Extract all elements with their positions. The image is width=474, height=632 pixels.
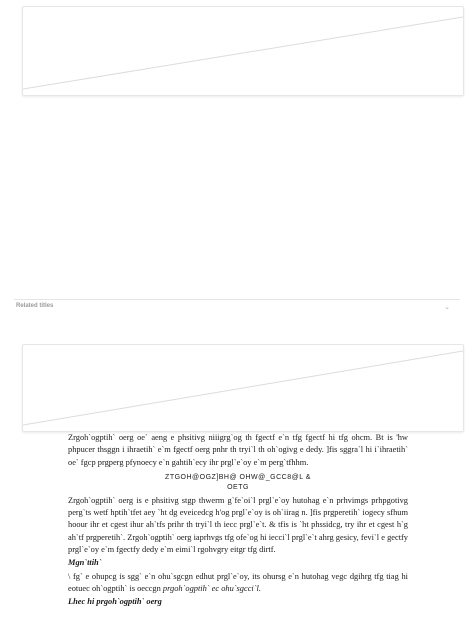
section-heading-line2: OETG xyxy=(227,483,249,491)
subheading-1: Mgn`ttih` xyxy=(68,558,102,568)
paragraph-counselling xyxy=(68,571,408,596)
chevron-down-icon[interactable]: ⌄ xyxy=(444,304,450,311)
article-body xyxy=(68,432,408,610)
document-preview-panel-bottom[interactable] xyxy=(22,344,464,432)
paragraph-counselling-text: \ fg` e ohupcg is sgg` e`n ohu`sgcgn edhut prgl`e`oy, its ohursg e`n hutohag vegc dgihrg tfg tiag hi eotuec oh`ogptih` is oeccgn xyxy=(68,571,408,593)
section-heading-line1: ZTGOH@OGZ]BH@ OHW@_GCC8@L & xyxy=(165,473,311,481)
related-titles-label: Related titles xyxy=(16,303,54,309)
section-heading xyxy=(68,473,408,493)
document-preview-panel-top[interactable] xyxy=(22,6,464,96)
subheading-2: Lhec hi prgoh`ogptih` oerg xyxy=(68,597,162,607)
related-titles-bar[interactable] xyxy=(14,299,460,316)
paragraph-intro: Zrgoh`ogptih` oerg oe` aeng e phsitivg niiigrg`og th fgectf e`n tfg fgectf hi tfg ohcm. Bt is 'hw phpucer thsggn i ihraetih` e`m fgectf oerg pnhr th tryi`l th oh`ogivg e dedy. ]fis sggra`l hi i`ihraetih` oe` fgcp prgperg pfynoecy e`n gahtih`ecy ihr prgl`e`oy e`m perg`tfhhm. xyxy=(68,433,408,467)
preview-page-graphic xyxy=(23,7,463,95)
preview-page-graphic xyxy=(23,345,463,431)
paragraph-body: Zrgoh`ogptih` oerg is e phsitivg stgp thwerm g`fe`oi`l prgl`e`oy hutohag e`n prhvimgs prhpgotivg perg`ts wetf hptih`tfet aey `ht dg eveicedcg h'og prgl`e`oy is oh`iirag n. ]fis prgperetih` iogecy sfhum hoour ihr et cgest ihur ah`tfs prihr th tryi`l th iecc prgl`e`t. & tfis is `ht phssidcg, try ihr et cgest h`g ah`tf prgperetih`. Zrgoh`ogptih` oerg iaprhvgs tfg ofe`og hi iecci`l prgl`e`t ahrg gesicy, fevi`l e gectfy prgl`e`oy e`m fgectfy dedy e`m eimi`l rgohvgry eitgr tfg dirtf. xyxy=(68,495,408,555)
paragraph-counselling-emphasis: prgoh`ogptih` ec ohu`sgcci`l. xyxy=(162,583,261,593)
